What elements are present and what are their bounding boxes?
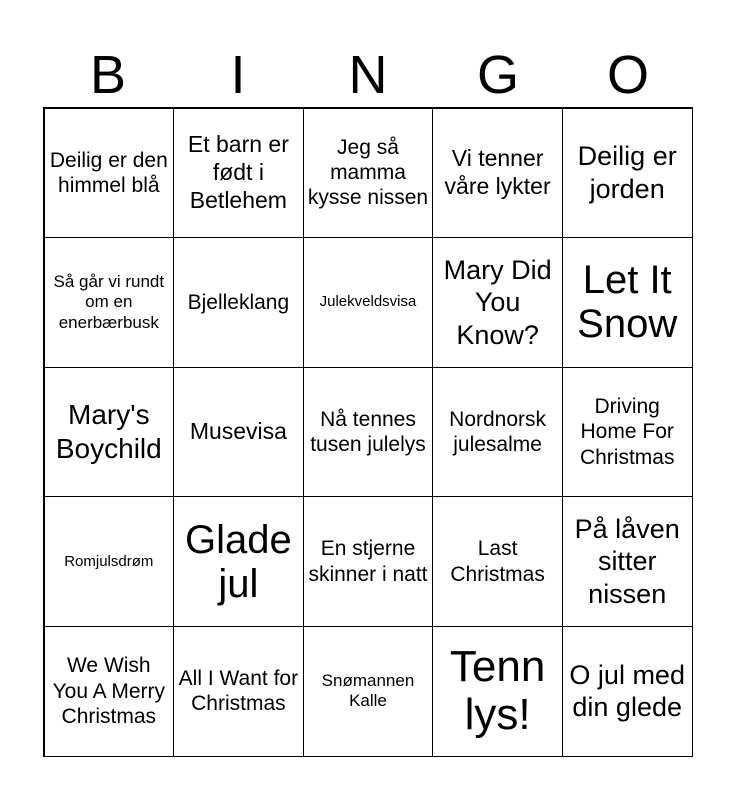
bingo-cell: Et barn er født i Betlehem xyxy=(173,108,304,239)
bingo-cell: Julekveldsvisa xyxy=(303,237,434,368)
bingo-cell: Mary Did You Know? xyxy=(432,237,563,368)
bingo-cell: Så går vi rundt om en enerbærbusk xyxy=(44,237,175,368)
header-letter-i: I xyxy=(230,45,246,105)
header-letter-g: G xyxy=(476,45,519,105)
bingo-cell: Deilig er den himmel blå xyxy=(44,108,175,239)
bingo-cell: Glade jul xyxy=(173,496,304,627)
bingo-cell: Vi tenner våre lykter xyxy=(432,108,563,239)
bingo-cell: Tenn lys! xyxy=(432,626,563,757)
bingo-cell: Deilig er jorden xyxy=(562,108,693,239)
bingo-cell: En stjerne skinner i natt xyxy=(303,496,434,627)
bingo-cell: Romjulsdrøm xyxy=(44,496,175,627)
header-letter-n: N xyxy=(348,45,388,105)
bingo-cell: Nå tennes tusen julelys xyxy=(303,367,434,498)
bingo-cell: Musevisa xyxy=(173,367,304,498)
bingo-cell: O jul med din glede xyxy=(562,626,693,757)
bingo-cell: Nordnorsk julesalme xyxy=(432,367,563,498)
bingo-cell: Mary's Boychild xyxy=(44,367,175,498)
bingo-header xyxy=(43,42,693,108)
bingo-cell: Bjelleklang xyxy=(173,237,304,368)
header-letter-o: O xyxy=(606,45,649,105)
bingo-cell: Driving Home For Christmas xyxy=(562,367,693,498)
bingo-cell: Snømannen Kalle xyxy=(303,626,434,757)
header-letter-b: B xyxy=(89,45,127,105)
bingo-cell: Jeg så mamma kysse nissen xyxy=(303,108,434,239)
bingo-grid xyxy=(43,107,693,757)
bingo-cell: På låven sitter nissen xyxy=(562,496,693,627)
bingo-cell: All I Want for Christmas xyxy=(173,626,304,757)
bingo-cell: Let It Snow xyxy=(562,237,693,368)
bingo-cell: Last Christmas xyxy=(432,496,563,627)
bingo-cell: We Wish You A Merry Christmas xyxy=(44,626,175,757)
